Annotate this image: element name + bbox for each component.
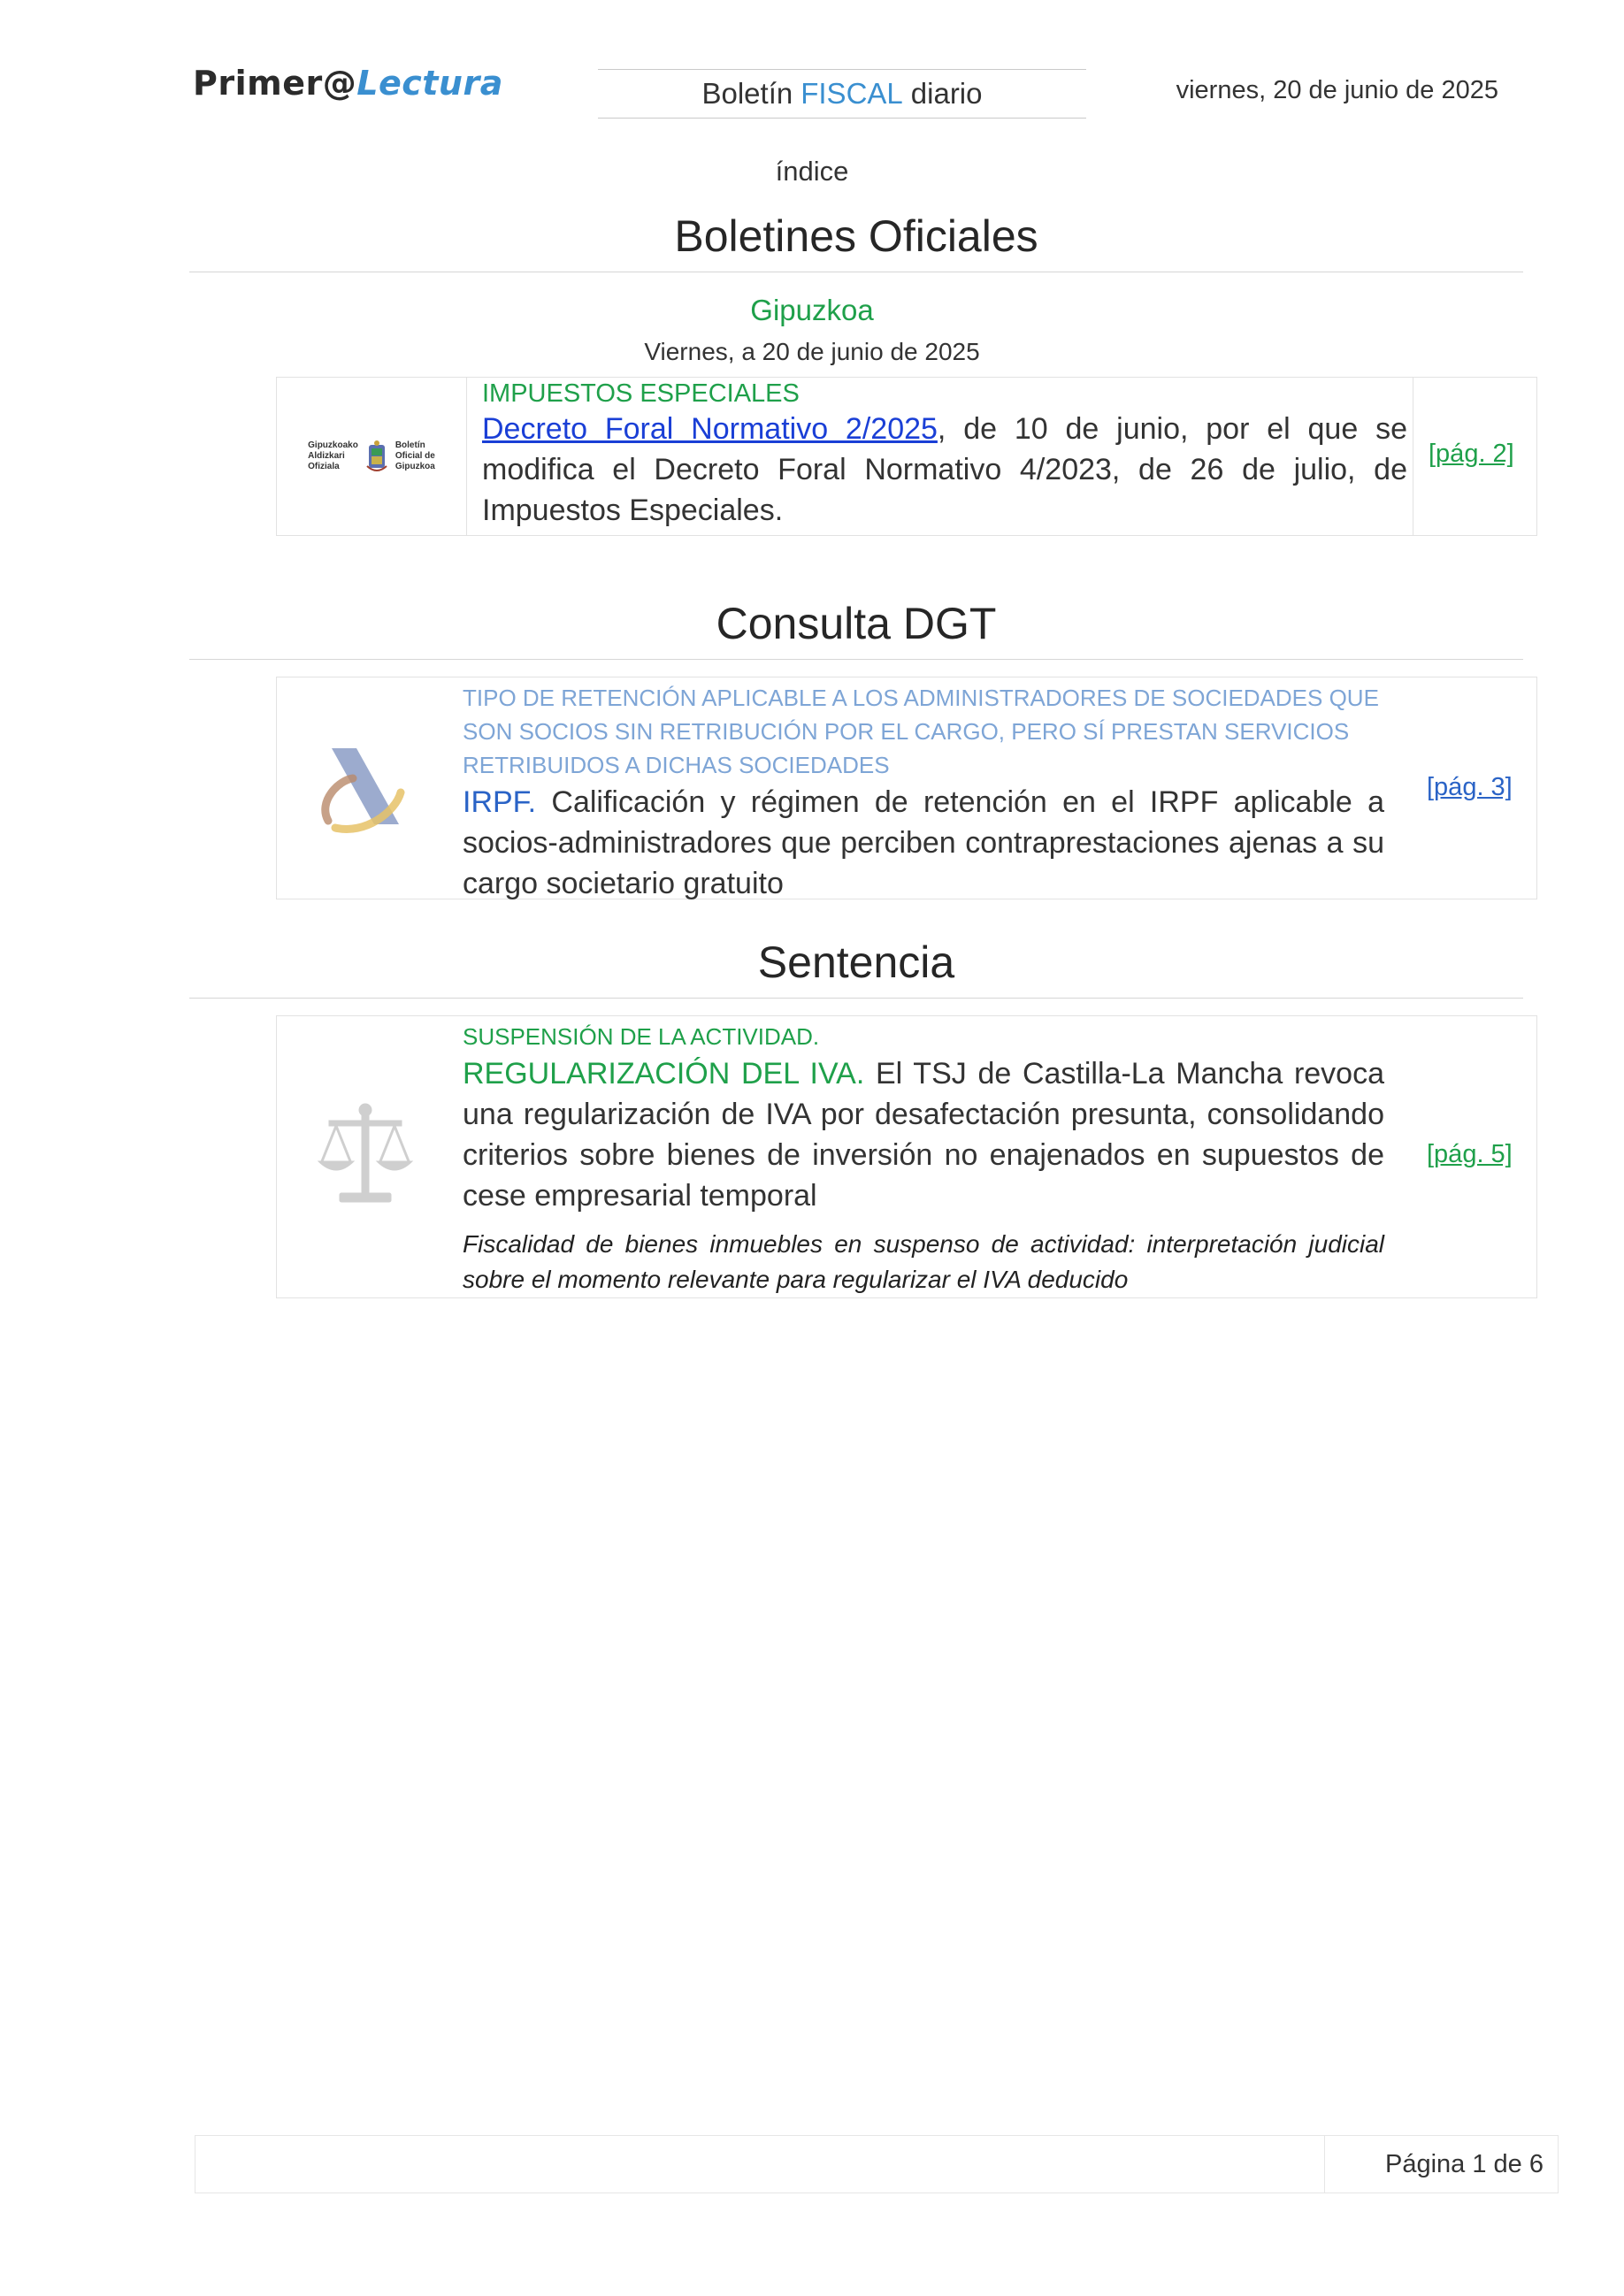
logo-left-line: Ofiziala xyxy=(308,462,340,471)
entry-description-text: , de 10 de junio, por el que se modifica el Decreto Foral Normativo 4/2023, de 26 de julio, de Impuestos Especiales. xyxy=(482,412,1407,527)
page-footer xyxy=(195,2135,1559,2193)
page-link-2[interactable]: [pág. 2] xyxy=(1429,440,1514,468)
bulletin-title xyxy=(598,69,1086,119)
logo-text-primera: Primer@ xyxy=(193,64,357,103)
entry-description xyxy=(482,409,1407,531)
entry-category: TIPO DE RETENCIÓN APLICABLE A LOS ADMINISTRADORES DE SOCIEDADES QUE SON SOCIOS SIN RETRIBUCIÓN POR EL CARGO, PERO SÍ PRESTAN SERVICIOS RETRIBUIDOS A DICHAS SOCIEDADES xyxy=(463,685,1379,778)
entry-sentencia xyxy=(276,1015,1537,1298)
logo-right-line: Gipuzkoa xyxy=(395,462,435,471)
section-title-boletines: Boletines Oficiales xyxy=(674,211,1038,261)
entry-lead: REGULARIZACIÓN DEL IVA. xyxy=(463,1057,865,1091)
entry-description xyxy=(463,1053,1384,1216)
section-divider xyxy=(189,998,1523,999)
region-date: Viernes, a 20 de junio de 2025 xyxy=(644,338,980,365)
header-date: viernes, 20 de junio de 2025 xyxy=(1176,76,1498,104)
page-link-3[interactable]: [pág. 3] xyxy=(1427,773,1513,801)
gipuzkoa-bulletin-logo xyxy=(277,378,466,535)
scales-of-justice-icon xyxy=(308,1099,423,1214)
entry-category: SUSPENSIÓN DE LA ACTIVIDAD. xyxy=(463,1023,820,1050)
section-divider xyxy=(189,659,1523,660)
footer-divider xyxy=(1324,2136,1325,2193)
logo-left-line: Gipuzkoako xyxy=(308,440,358,450)
index-heading: índice xyxy=(775,156,849,187)
entry-text xyxy=(463,681,1384,904)
bulletin-highlight: FISCAL xyxy=(801,77,903,110)
scales-of-justice-image xyxy=(277,1016,454,1297)
agencia-tributaria-icon xyxy=(312,739,418,837)
logo-right-line: Boletín xyxy=(395,440,425,450)
page-number: Página 1 de 6 xyxy=(1385,2150,1544,2178)
logo-text-lectura: Lectura xyxy=(356,64,503,103)
entry-summary: Fiscalidad de bienes inmuebles en suspenso de actividad: interpretación judicial sobre el momento relevante para regularizar el IVA deducido xyxy=(463,1230,1384,1293)
tax-agency-logo xyxy=(277,677,454,899)
entry-text xyxy=(482,379,1407,531)
region-label: Gipuzkoa xyxy=(750,294,874,326)
entry-lead: IRPF. xyxy=(463,785,537,819)
entry-boletin-gipuzkoa xyxy=(276,377,1537,536)
entry-description xyxy=(463,782,1384,904)
cell-divider xyxy=(466,378,467,535)
entry-text xyxy=(463,1020,1384,1297)
brand-logo xyxy=(193,64,503,103)
bulletin-prefix: Boletín xyxy=(701,77,793,110)
coat-of-arms-icon xyxy=(365,440,388,473)
decree-link[interactable]: Decreto Foral Normativo 2/2025 xyxy=(482,412,938,446)
entry-category: IMPUESTOS ESPECIALES xyxy=(482,379,800,408)
section-title-consulta: Consulta DGT xyxy=(716,599,997,648)
entry-consulta-dgt xyxy=(276,677,1537,899)
page-link-5[interactable]: [pág. 5] xyxy=(1427,1140,1513,1168)
logo-right-line: Oficial de xyxy=(395,451,435,461)
logo-left-line: Aldizkari xyxy=(308,451,345,461)
bulletin-suffix: diario xyxy=(910,77,983,110)
entry-description-text: Calificación y régimen de retención en el IRPF aplicable a socios-administradores que perciben contraprestaciones ajenas a su cargo societario gratuito xyxy=(463,785,1384,900)
section-title-sentencia: Sentencia xyxy=(757,938,955,987)
entry-description-text: El TSJ de Castilla-La Mancha revoca una regularización de IVA por desafectación presunta, consolidando criterios sobre bienes de inversión no enajenados en supuestos de cese empresarial temporal xyxy=(463,1057,1384,1213)
